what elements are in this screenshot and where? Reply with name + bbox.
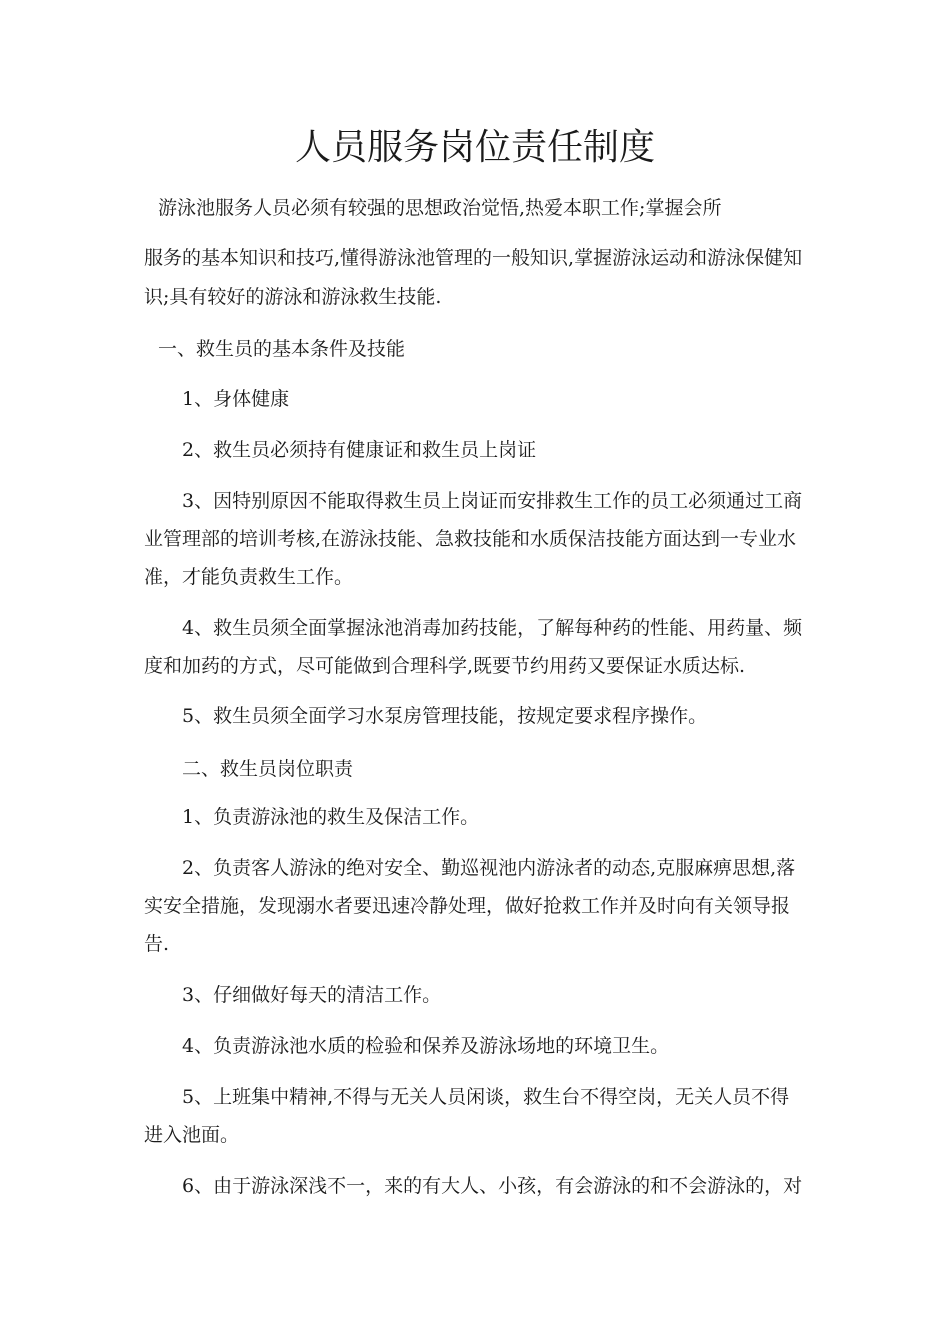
text-line: 3、因特别原因不能取得救生员上岗证而安排救生工作的员工必须通过工商 [182, 490, 803, 512]
text-line: 5、救生员须全面学习水泵房管理技能，按规定要求程序操作。 [182, 705, 708, 727]
text-line: 准，才能负责救生工作。 [144, 566, 354, 588]
text-line: 4、救生员须全面掌握泳池消毒加药技能，了解每种药的性能、用药量、频 [182, 617, 803, 639]
text-line: 5、上班集中精神,不得与无关人员闲谈，救生台不得空岗，无关人员不得 [182, 1086, 790, 1108]
text-line: 业管理部的培训考核,在游泳技能、急救技能和水质保洁技能方面达到一专业水 [144, 528, 797, 550]
text-line: 2、负责客人游泳的绝对安全、勤巡视池内游泳者的动态,克服麻痹思想,落 [182, 857, 796, 879]
document-title: 人员服务岗位责任制度 [294, 127, 655, 168]
section-heading: 一、救生员的基本条件及技能 [158, 338, 406, 360]
text-line: 进入池面。 [144, 1124, 240, 1146]
text-line: 游泳池服务人员必须有较强的思想政治觉悟,热爱本职工作;掌握会所 [158, 197, 722, 219]
text-line: 1、身体健康 [182, 388, 290, 410]
text-line: 识;具有较好的游泳和游泳救生技能. [144, 286, 442, 308]
text-line: 告. [144, 933, 170, 955]
section-heading: 二、救生员岗位职责 [182, 758, 354, 780]
text-line: 6、由于游泳深浅不一，来的有大人、小孩，有会游泳的和不会游泳的，对 [182, 1175, 803, 1197]
text-line: 1、负责游泳池的救生及保洁工作。 [182, 806, 480, 828]
text-line: 服务的基本知识和技巧,懂得游泳池管理的一般知识,掌握游泳运动和游泳保健知 [144, 247, 803, 269]
text-line: 实安全措施，发现溺水者要迅速冷静处理，做好抢救工作并及时向有关领导报 [144, 895, 791, 917]
text-line: 3、仔细做好每天的清洁工作。 [182, 984, 442, 1006]
text-line: 4、负责游泳池水质的检验和保养及游泳场地的环境卫生。 [182, 1035, 670, 1057]
text-line: 2、救生员必须持有健康证和救生员上岗证 [182, 439, 537, 461]
text-line: 度和加药的方式，尽可能做到合理科学,既要节约用药又要保证水质达标. [144, 655, 746, 677]
